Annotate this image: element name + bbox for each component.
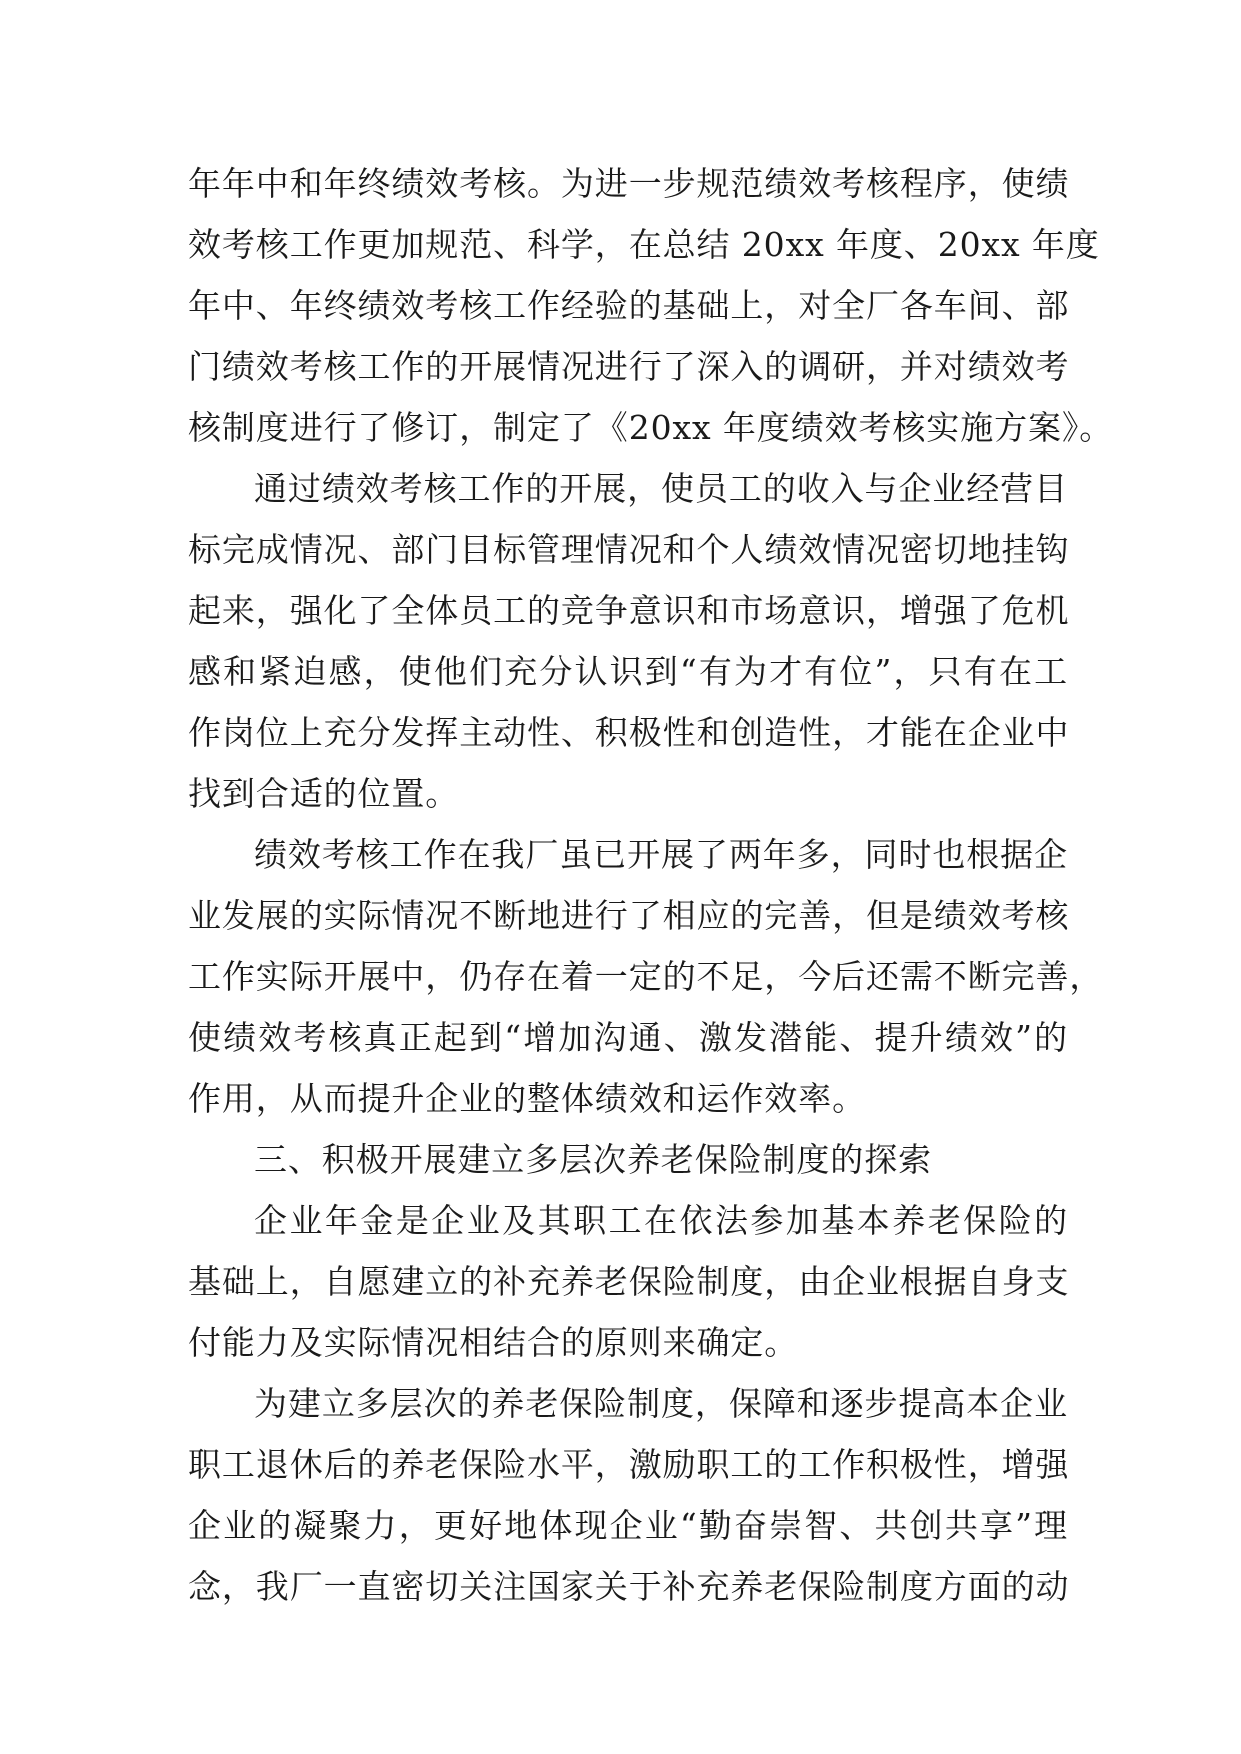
paragraph (188, 153, 1114, 458)
section-heading (188, 1129, 1068, 1190)
text-line: 企业的凝聚力，更好地体现企业“勤奋崇智、共创共享”理 (188, 1506, 1068, 1545)
text-line: 使绩效考核真正起到“增加沟通、激发潜能、提升绩效”的 (188, 1018, 1068, 1057)
text-line: 感和紧迫感，使他们充分认识到“有为才有位”，只有在工 (188, 652, 1068, 691)
text-line: 起来，强化了全体员工的竞争意识和市场意识，增强了危机 (188, 591, 1070, 630)
text-line: 效考核工作更加规范、科学，在总结 20xx 年度、20xx 年度 (188, 225, 1100, 264)
text-line: 标完成情况、部门目标管理情况和个人绩效情况密切地挂钩 (188, 530, 1070, 569)
paragraph (188, 824, 1104, 1129)
text-line: 通过绩效考核工作的开展，使员工的收入与企业经营目 (254, 469, 1068, 508)
text-line: 为建立多层次的养老保险制度，保障和逐步提高本企业 (254, 1384, 1068, 1423)
paragraph (188, 1373, 1068, 1617)
text-line: 作岗位上充分发挥主动性、积极性和创造性，才能在企业中 (188, 713, 1070, 752)
text-line: 作用，从而提升企业的整体绩效和运作效率。 (188, 1079, 866, 1118)
heading-text: 三、积极开展建立多层次养老保险制度的探索 (254, 1140, 932, 1179)
text-line: 工作实际开展中，仍存在着一定的不足，今后还需不断完善， (188, 957, 1104, 996)
text-line: 企业年金是企业及其职工在依法参加基本养老保险的 (254, 1201, 1068, 1240)
paragraph (188, 458, 1068, 824)
text-line: 职工退休后的养老保险水平，激励职工的工作积极性，增强 (188, 1445, 1070, 1484)
paragraph (188, 1190, 1068, 1373)
text-line: 绩效考核工作在我厂虽已开展了两年多，同时也根据企 (254, 835, 1068, 874)
text-line: 业发展的实际情况不断地进行了相应的完善，但是绩效考核 (188, 896, 1070, 935)
text-line: 念，我厂一直密切关注国家关于补充养老保险制度方面的动 (188, 1567, 1070, 1606)
text-line: 付能力及实际情况相结合的原则来确定。 (188, 1323, 799, 1362)
text-line: 基础上，自愿建立的补充养老保险制度，由企业根据自身支 (188, 1262, 1070, 1301)
text-line: 门绩效考核工作的开展情况进行了深入的调研，并对绩效考 (188, 347, 1070, 386)
text-line: 年中、年终绩效考核工作经验的基础上，对全厂各车间、部 (188, 286, 1070, 325)
text-line: 找到合适的位置。 (188, 774, 460, 813)
text-line: 核制度进行了修订，制定了《20xx 年度绩效考核实施方案》。 (188, 408, 1114, 447)
document-body (188, 153, 1114, 1617)
text-line: 年年中和年终绩效考核。为进一步规范绩效考核程序，使绩 (188, 164, 1070, 203)
